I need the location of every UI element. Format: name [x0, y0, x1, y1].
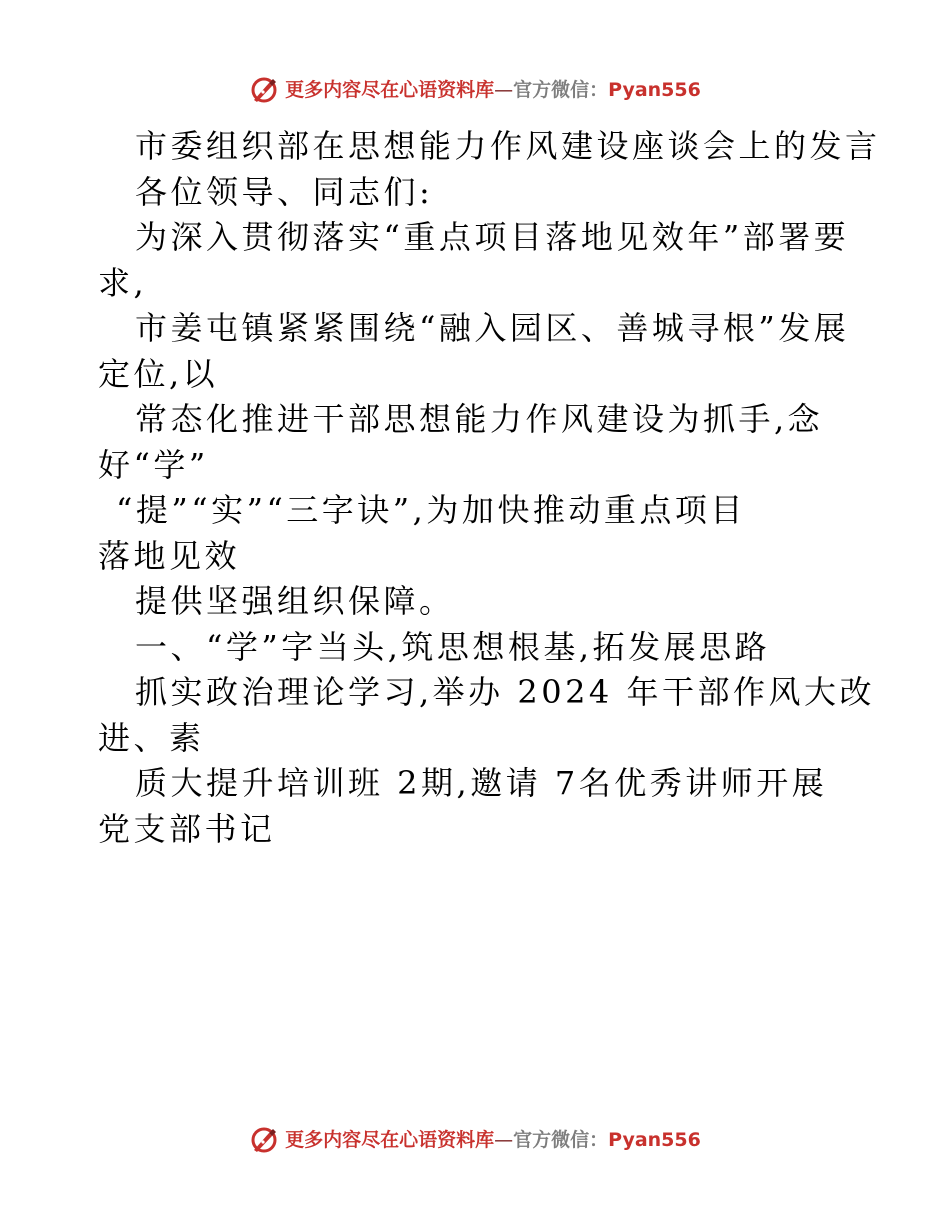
watermark-text	[285, 75, 701, 105]
paragraph-line: 为深入贯彻落实“重点项目落地见效年”部署要	[135, 218, 850, 256]
paragraph-line: 质大提升培训班 2期,邀请 7名优秀讲师开展	[135, 764, 828, 802]
section-heading: 一、“学”字当头,筑思想根基,拓发展思路	[135, 627, 771, 666]
paragraph-line: 市姜屯镇紧紧围绕“融入园区、善城寻根”发展	[135, 309, 850, 347]
watermark-dash: —	[494, 79, 514, 101]
paragraph-line: 落地见效	[98, 536, 241, 575]
paragraph-line: 好“学”	[98, 445, 209, 484]
document-title: 市委组织部在思想能力作风建设座谈会上的发言	[135, 127, 881, 165]
paragraph-line: 定位,以	[98, 354, 219, 393]
watermark-banner-bottom	[0, 1120, 950, 1160]
watermark-banner-top	[0, 70, 950, 110]
paragraph-line: 抓实政治理论学习,举办 2024 年干部作风大改	[135, 673, 875, 711]
paragraph-line: “提”“实”“三字诀”,为加快推动重点项目	[116, 491, 746, 529]
watermark-account: Pyan556	[608, 79, 701, 101]
watermark-label: 官方微信：	[513, 1129, 609, 1151]
watermark-text	[285, 1125, 701, 1155]
paragraph-line: 进、素	[98, 718, 205, 757]
watermark-site: 更多内容尽在心语资料库	[285, 1129, 495, 1151]
watermark-label: 官方微信：	[513, 79, 609, 101]
paragraph-line: 提供坚强组织保障。	[135, 582, 455, 620]
document-body	[98, 124, 881, 852]
paragraph-line: 常态化推进干部思想能力作风建设为抓手,念	[135, 400, 824, 438]
watermark-site: 更多内容尽在心语资料库	[285, 79, 495, 101]
salutation: 各位领导、同志们:	[135, 172, 434, 211]
paragraph-line: 党支部书记	[98, 809, 276, 848]
pen-logo-icon	[249, 1125, 279, 1155]
watermark-account: Pyan556	[608, 1129, 701, 1151]
watermark-dash: —	[494, 1129, 514, 1151]
paragraph-line: 求,	[98, 263, 148, 302]
pen-logo-icon	[249, 75, 279, 105]
